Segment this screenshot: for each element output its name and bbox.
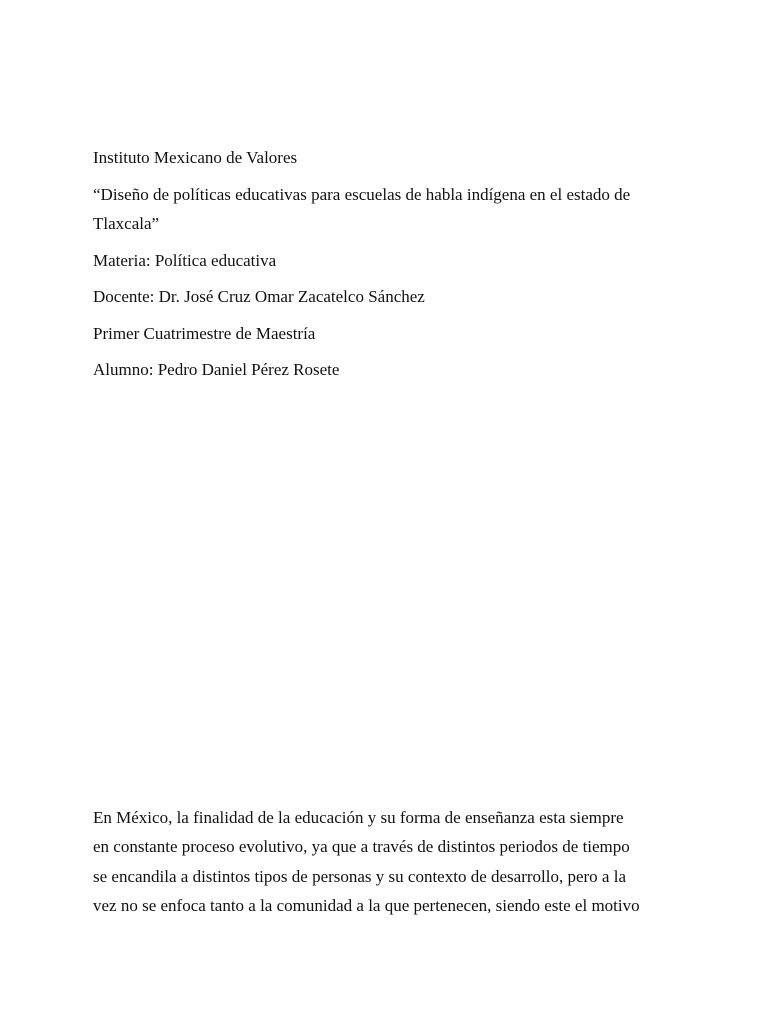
- body-paragraph: [93, 803, 693, 920]
- body-line-3: se encandila a distintos tipos de personas y su contexto de desarrollo, pero a la: [93, 866, 626, 886]
- body-line-1: En México, la finalidad de la educación y su forma de enseñanza esta siempre: [93, 808, 624, 827]
- student-line: Alumno: Pedro Daniel Pérez Rosete: [93, 360, 340, 379]
- body-line-4: vez no se enfoca tanto a la comunidad a la que pertenecen, siendo este el motivo: [93, 895, 640, 915]
- body-line-2: en constante proceso evolutivo, ya que a través de distintos periodos de tiempo: [93, 837, 630, 857]
- term-line: Primer Cuatrimestre de Maestría: [93, 323, 316, 343]
- subject-line: Materia: Política educativa: [93, 250, 277, 270]
- cover-section: [93, 143, 693, 392]
- institution-name: Instituto Mexicano de Valores: [93, 148, 298, 167]
- document-title: “Diseño de políticas educativas para escuelas de habla indígena en el estado de Tlaxcala”: [93, 184, 631, 233]
- teacher-line: Docente: Dr. José Cruz Omar Zacatelco Sánchez: [93, 287, 425, 306]
